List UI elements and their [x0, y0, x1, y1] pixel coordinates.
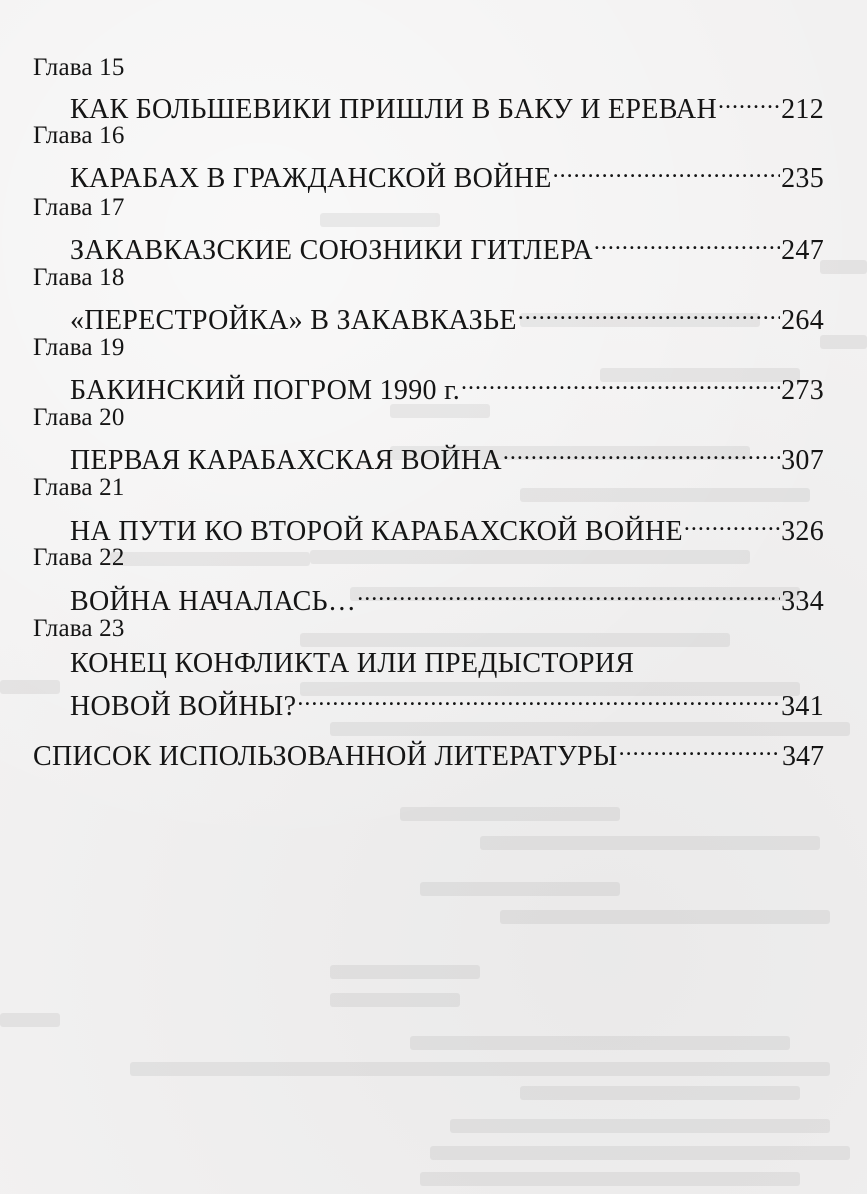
entry-title: КАК БОЛЬШЕВИКИ ПРИШЛИ В БАКУ И ЕРЕВАН	[70, 94, 717, 125]
page-number: 341	[781, 691, 824, 722]
toc-entry	[70, 295, 824, 338]
toc-entry	[70, 576, 824, 619]
entry-title: ВОЙНА НАЧАЛАСЬ…	[70, 586, 357, 617]
chapter-label: Глава 18	[33, 264, 125, 291]
chapter-label: Глава 23	[33, 615, 125, 642]
entry-title: ЗАКАВКАЗСКИЕ СОЮЗНИКИ ГИТЛЕРА	[70, 235, 593, 266]
page-number: 247	[781, 235, 824, 266]
chapter-label: Глава 22	[33, 544, 125, 571]
toc-entry	[70, 84, 824, 127]
page-number: 212	[781, 94, 824, 125]
toc-entry	[70, 153, 824, 196]
dot-leader	[594, 225, 780, 259]
chapter-label: Глава 17	[33, 194, 125, 221]
chapter-label: Глава 16	[33, 122, 125, 149]
toc-entry	[70, 225, 824, 268]
toc-entry-multiline	[70, 647, 824, 724]
chapter-label: Глава 19	[33, 334, 125, 361]
entry-title-line2: НОВОЙ ВОЙНЫ?	[70, 691, 297, 722]
chapter-label: Глава 20	[33, 404, 125, 431]
page-number: 326	[781, 516, 824, 547]
page-number: 273	[781, 375, 824, 406]
entry-title: БАКИНСКИЙ ПОГРОМ 1990 г.	[70, 375, 461, 406]
toc-entry	[70, 506, 824, 549]
page-number: 264	[781, 305, 824, 336]
entry-title: КАРАБАХ В ГРАЖДАНСКОЙ ВОЙНЕ	[70, 163, 552, 194]
toc-entry-line2	[70, 681, 824, 724]
dot-leader	[461, 365, 780, 399]
entry-title: НА ПУТИ КО ВТОРОЙ КАРАБАХСКОЙ ВОЙНЕ	[70, 516, 683, 547]
entry-title: «ПЕРЕСТРОЙКА» В ЗАКАВКАЗЬЕ	[70, 305, 517, 336]
bibliography-entry	[33, 731, 824, 774]
page-number: 307	[781, 445, 824, 476]
dot-leader	[684, 506, 780, 540]
dot-leader	[619, 731, 781, 765]
toc-entry	[70, 365, 824, 408]
toc-entry	[70, 435, 824, 478]
page-number: 235	[781, 163, 824, 194]
dot-leader	[503, 435, 780, 469]
dot-leader	[553, 153, 780, 187]
dot-leader	[297, 681, 780, 715]
page-number: 347	[782, 741, 824, 772]
dot-leader	[357, 576, 780, 610]
entry-title-line1: КОНЕЦ КОНФЛИКТА ИЛИ ПРЕДЫСТОРИЯ	[70, 648, 635, 679]
chapter-label: Глава 21	[33, 474, 125, 501]
page-number: 334	[781, 586, 824, 617]
dot-leader	[518, 295, 780, 329]
dot-leader	[718, 84, 780, 118]
bibliography-title: СПИСОК ИСПОЛЬЗОВАННОЙ ЛИТЕРАТУРЫ	[33, 741, 618, 772]
chapter-label: Глава 15	[33, 54, 125, 81]
entry-title: ПЕРВАЯ КАРАБАХСКАЯ ВОЙНА	[70, 445, 502, 476]
